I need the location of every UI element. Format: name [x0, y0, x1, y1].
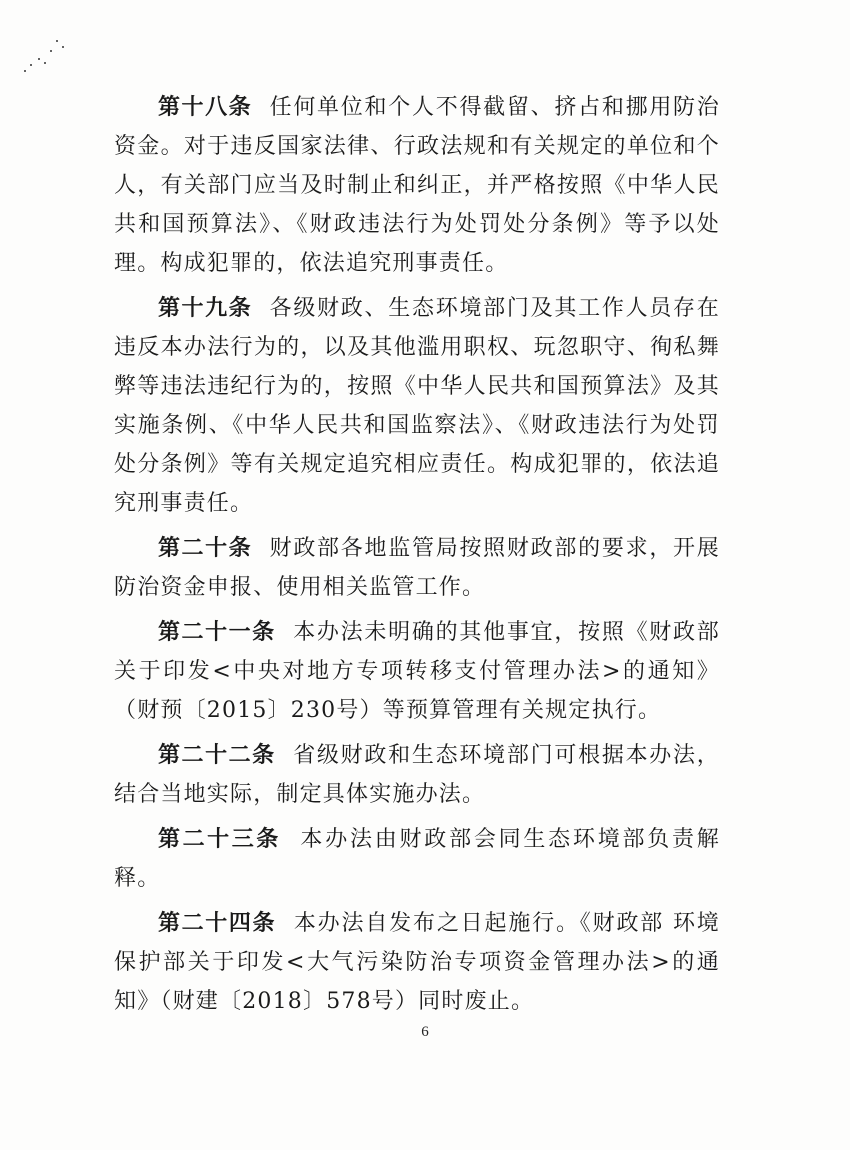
article-text: 本办法自发布之日起施行。《财政部 环境保护部关于印发<大气污染防治专项资金管理办法>的通知》（财建〔2018〕578号）同时废止。 [114, 911, 720, 1014]
article-text: 省级财政和生态环境部门可根据本办法，结合当地实际，制定具体实施办法。 [114, 743, 720, 807]
article-heading: 第十八条 [158, 95, 253, 120]
article-22 [114, 736, 720, 814]
article-24 [114, 904, 720, 1021]
article-heading: 第二十条 [158, 536, 253, 561]
article-heading: 第二十三条 [158, 827, 281, 852]
article-heading: 第二十二条 [158, 743, 276, 768]
article-21 [114, 613, 720, 730]
article-heading: 第二十一条 [158, 620, 276, 645]
article-text: 本办法未明确的其他事宜，按照《财政部关于印发<中央对地方专项转移支付管理办法>的通知》（财预〔2015〕230号）等预算管理有关规定执行。 [114, 620, 720, 723]
article-19 [114, 289, 720, 523]
article-text: 任何单位和个人不得截留、挤占和挪用防治资金。对于违反国家法律、行政法规和有关规定的单位和个人，有关部门应当及时制止和纠正，并严格按照《中华人民共和国预算法》、《财政违法行为处罚处分条例》等予以处理。构成犯罪的，依法追究刑事责任。 [114, 95, 720, 276]
scan-specks [20, 36, 80, 86]
document-body [114, 88, 720, 1027]
page-number: 6 [421, 1024, 429, 1040]
article-heading: 第二十四条 [158, 911, 277, 936]
article-23 [114, 820, 720, 898]
article-18 [114, 88, 720, 283]
article-text: 本办法由财政部会同生态环境部负责解释。 [114, 827, 720, 891]
article-text: 各级财政、生态环境部门及其工作人员存在违反本办法行为的，以及其他滥用职权、玩忽职守、徇私舞弊等违法违纪行为的，按照《中华人民共和国预算法》及其实施条例、《中华人民共和国监察法》、《财政违法行为处罚处分条例》等有关规定追究相应责任。构成犯罪的，依法追究刑事责任。 [114, 296, 720, 516]
article-heading: 第十九条 [158, 296, 253, 321]
article-20 [114, 529, 720, 607]
article-text: 财政部各地监管局按照财政部的要求，开展防治资金申报、使用相关监管工作。 [114, 536, 720, 600]
